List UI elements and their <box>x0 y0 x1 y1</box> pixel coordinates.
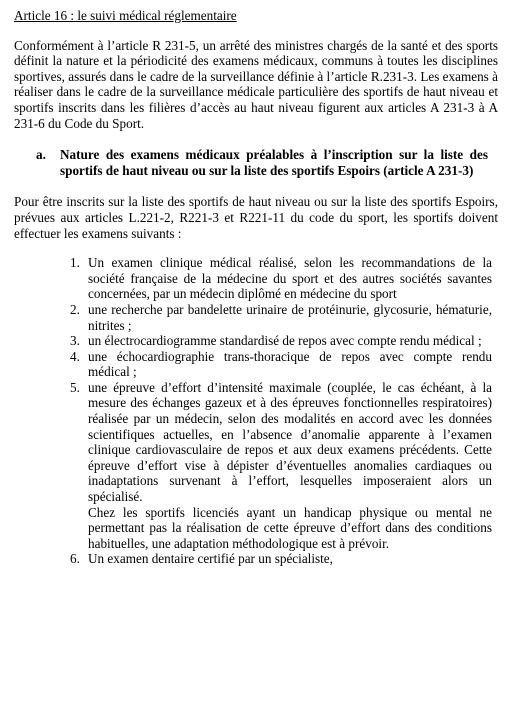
exam-text: Un examen dentaire certifié par un spécialiste, <box>88 551 333 567</box>
section-a-title: Nature des examens médicaux préalables à l’inscription sur la liste des sportifs de haut niveau ou sur la liste des sportifs Espoirs (article A 231-3) <box>60 147 488 178</box>
exam-number: 3. <box>70 333 80 349</box>
exam-note: Chez les sportifs licenciés ayant un handicap physique ou mental ne permettant pas la réalisation de cette épreuve d’effort dans des conditions habituelles, une adaptation méthodologique est à prévoir. <box>88 504 492 551</box>
exam-item-4 <box>70 349 492 380</box>
section-a-heading <box>36 147 488 178</box>
exam-number: 5. <box>70 379 80 395</box>
exam-text: Un examen clinique médical réalisé, selon les recommandations de la société française de la médecine du sport et des autres sociétés savantes concernées, par un médecin diplômé en médecine du sport <box>88 255 492 302</box>
exam-number: 6. <box>70 551 80 567</box>
lead-paragraph: Pour être inscrits sur la liste des sportifs de haut niveau ou sur la liste des sportifs Espoirs, prévues aux articles L.221-2, R221-3 et R221-11 du code du sport, les sportifs doivent effectuer les examens suivants : <box>14 194 498 241</box>
exam-text: un électrocardiogramme standardisé de repos avec compte rendu médical ; <box>88 333 482 349</box>
exam-item-1 <box>70 255 492 302</box>
exam-body <box>88 380 492 552</box>
exam-number: 1. <box>70 255 80 271</box>
exam-list <box>14 255 498 567</box>
exam-text: une recherche par bandelette urinaire de protéinurie, glycosurie, hématurie, nitrites ; <box>88 301 492 333</box>
exam-number: 4. <box>70 348 80 364</box>
exam-number: 2. <box>70 301 80 317</box>
exam-item-3 <box>70 333 492 349</box>
exam-item-2 <box>70 302 492 333</box>
exam-item-5 <box>70 380 492 552</box>
section-a-marker: a. <box>36 147 46 163</box>
article-heading: Article 16 : le suivi médical réglementaire <box>14 8 237 23</box>
intro-paragraph: Conformément à l’article R 231-5, un arrêté des ministres chargés de la santé et des sports définit la nature et la périodicité des examens médicaux, communs à toutes les disciplines sportives, assurés dans le cadre de la surveillance définie à l’article R.231-3. Les examens à réaliser dans le cadre de la surveillance médicale particulière des sportifs de haut niveau et sportifs inscrits dans les filières d’accès au haut niveau figurent aux articles A 231-3 à A 231-6 du Code du Sport. <box>14 37 498 131</box>
exam-text: une échocardiographie trans-thoracique de repos avec compte rendu médical ; <box>88 348 492 380</box>
exam-item-6 <box>70 551 492 567</box>
exam-text: une épreuve d’effort d’intensité maximale (couplée, le cas échéant, à la mesure des échanges gazeux et à des épreuves fonctionnelles respiratoires) réalisée par un médecin, selon des modalités en accord avec les données scientifiques actuelles, en l’absence d’anomalie apparente à l’examen clinique cardiovasculaire de repos et aux deux examens précédents. Cette épreuve d’effort vise à dépister d’éventuelles anomalies cardiaques ou inadaptations survenant à l’effort, lesquelles imposeraient alors un spécialisé. <box>88 379 492 505</box>
